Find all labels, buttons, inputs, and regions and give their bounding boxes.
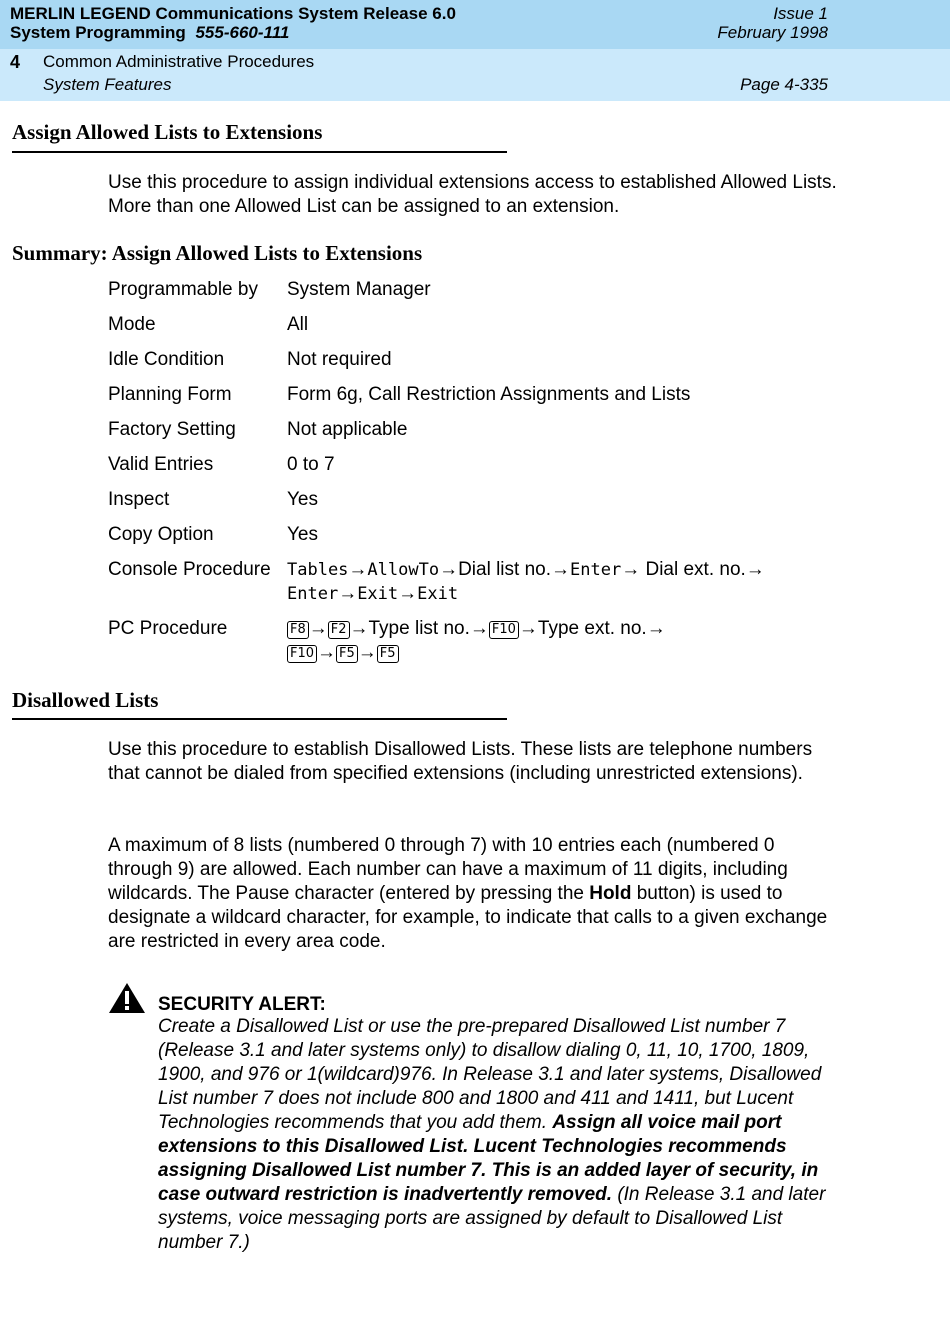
summary-value-inspect: Yes bbox=[287, 489, 318, 510]
summary-value-valid-entries: 0 to 7 bbox=[287, 454, 335, 475]
issue-label: Issue 1 bbox=[773, 4, 828, 23]
arrow-icon: → bbox=[349, 618, 369, 639]
summary-label-factory-setting: Factory Setting bbox=[108, 419, 236, 440]
hold-button-text: Hold bbox=[589, 883, 632, 904]
issue-date: February 1998 bbox=[717, 23, 828, 42]
summary-label-inspect: Inspect bbox=[108, 489, 170, 510]
doc-subtitle-prefix: System Programming bbox=[10, 23, 186, 42]
summary-value-mode: All bbox=[287, 314, 309, 335]
warning-icon bbox=[108, 982, 146, 1014]
doc-subtitle bbox=[10, 23, 289, 43]
console-tables: Tables bbox=[287, 560, 349, 580]
security-alert-title: SECURITY ALERT: bbox=[158, 994, 326, 1015]
doc-number: 555-660-111 bbox=[195, 23, 290, 42]
key-f10: F10 bbox=[287, 645, 317, 663]
summary-label-valid-entries: Valid Entries bbox=[108, 454, 214, 475]
arrow-icon: → bbox=[317, 642, 337, 663]
alert-text-1: Create a Disallowed List or use the pre-prepared Disallowed List number 7 (Release 3.1 and later systems only) to disallow dialing 0, 11, 10, 1700, 1809, 1900, and 976 or 1(wildcard)976. In Release 3.1 and later systems, Disallowed List number 7 does not include 800 and 1800 and 411 and 1411, but Lucent Technologies recommends that you add them. bbox=[158, 1016, 822, 1133]
summary-value-copy-option: Yes bbox=[287, 524, 318, 545]
section-heading-disallowed: Disallowed Lists bbox=[12, 688, 159, 712]
disallowed-p2-part2: button) is used to designate a wildcard character, for example, to indicate that calls to a given exchange are restricted in every area code. bbox=[108, 883, 828, 952]
summary-label-planning-form: Planning Form bbox=[108, 384, 232, 405]
security-alert-text bbox=[158, 1015, 838, 1255]
disallowed-p2-part1: A maximum of 8 lists (numbered 0 through 7) with 10 entries each (numbered 0 through 9) are allowed. Each number can have a maximum of 11 digits, including wildcards. The Pause character (entered by pressing the bbox=[108, 835, 788, 904]
console-allowto: AllowTo bbox=[367, 560, 440, 580]
arrow-icon: → bbox=[439, 559, 459, 580]
summary-label-programmable-by: Programmable by bbox=[108, 279, 258, 300]
key-f8: F8 bbox=[287, 621, 309, 639]
console-enter-2: Enter bbox=[287, 584, 339, 604]
alert-text-2: (In Release 3.1 and later systems, voice messaging ports are assigned by default to Disallowed List number 7.) bbox=[158, 1184, 826, 1253]
summary-value-planning-form: Form 6g, Call Restriction Assignments and Lists bbox=[287, 384, 691, 405]
disallowed-paragraph-1: Use this procedure to establish Disallowed Lists. These lists are telephone numbers that cannot be dialed from specified extensions (including unrestricted extensions). bbox=[108, 739, 813, 784]
key-f2: F2 bbox=[328, 621, 350, 639]
chapter-number: 4 bbox=[10, 52, 21, 72]
summary-label-pc-procedure: PC Procedure bbox=[108, 618, 228, 639]
summary-label-copy-option: Copy Option bbox=[108, 524, 214, 545]
key-f10: F10 bbox=[489, 621, 519, 639]
console-dial-ext: Dial ext. no. bbox=[640, 559, 746, 580]
chapter-title: Common Administrative Procedures bbox=[43, 52, 315, 71]
page-number: Page 4-335 bbox=[740, 75, 828, 94]
arrow-icon: → bbox=[621, 559, 641, 580]
doc-title: MERLIN LEGEND Communications System Release 6.0 bbox=[10, 4, 456, 23]
summary-label-idle-condition: Idle Condition bbox=[108, 349, 225, 370]
heading-rule bbox=[12, 718, 507, 720]
arrow-icon: → bbox=[551, 559, 570, 580]
console-procedure-line1 bbox=[287, 559, 765, 581]
section-heading-assign-allowed: Assign Allowed Lists to Extensions bbox=[12, 120, 323, 144]
alert-text-bold: Assign all voice mail port extensions to this Disallowed List. Lucent Technologies recommends assigning Disallowed List number 7. This is an added layer of security, in case outward restriction is inadvertently removed. bbox=[158, 1112, 819, 1205]
arrow-icon: → bbox=[518, 618, 538, 639]
arrow-icon: → bbox=[308, 618, 328, 639]
arrow-icon: → bbox=[398, 583, 418, 604]
summary-label-mode: Mode bbox=[108, 314, 156, 335]
assign-allowed-paragraph: Use this procedure to assign individual extensions access to established Allowed Lists. More than one Allowed List can be assigned to an extension. bbox=[108, 172, 837, 217]
key-f5: F5 bbox=[336, 645, 358, 663]
pc-type-list: Type list no. bbox=[368, 618, 470, 639]
console-exit-2: Exit bbox=[417, 584, 459, 604]
summary-value-programmable-by: System Manager bbox=[287, 279, 431, 300]
section-title: System Features bbox=[43, 75, 172, 94]
summary-label-console-procedure: Console Procedure bbox=[108, 559, 271, 580]
console-dial-list: Dial list no. bbox=[458, 559, 551, 580]
console-enter: Enter bbox=[570, 560, 622, 580]
console-exit-1: Exit bbox=[357, 584, 399, 604]
heading-rule bbox=[12, 151, 507, 153]
arrow-icon: → bbox=[357, 642, 377, 663]
pc-type-ext: Type ext. no. bbox=[537, 618, 647, 639]
console-procedure-line2 bbox=[287, 583, 458, 605]
arrow-icon: → bbox=[745, 559, 765, 580]
key-f5: F5 bbox=[377, 645, 399, 663]
pc-procedure-line1 bbox=[287, 618, 666, 640]
summary-heading: Summary: Assign Allowed Lists to Extensions bbox=[12, 241, 423, 265]
summary-value-idle-condition: Not required bbox=[287, 349, 392, 370]
summary-value-factory-setting: Not applicable bbox=[287, 419, 408, 440]
arrow-icon: → bbox=[469, 618, 489, 639]
disallowed-paragraph-2 bbox=[108, 834, 838, 954]
pc-procedure-line2 bbox=[287, 642, 399, 664]
arrow-icon: → bbox=[646, 618, 666, 639]
arrow-icon: → bbox=[348, 559, 368, 580]
arrow-icon: → bbox=[338, 583, 358, 604]
